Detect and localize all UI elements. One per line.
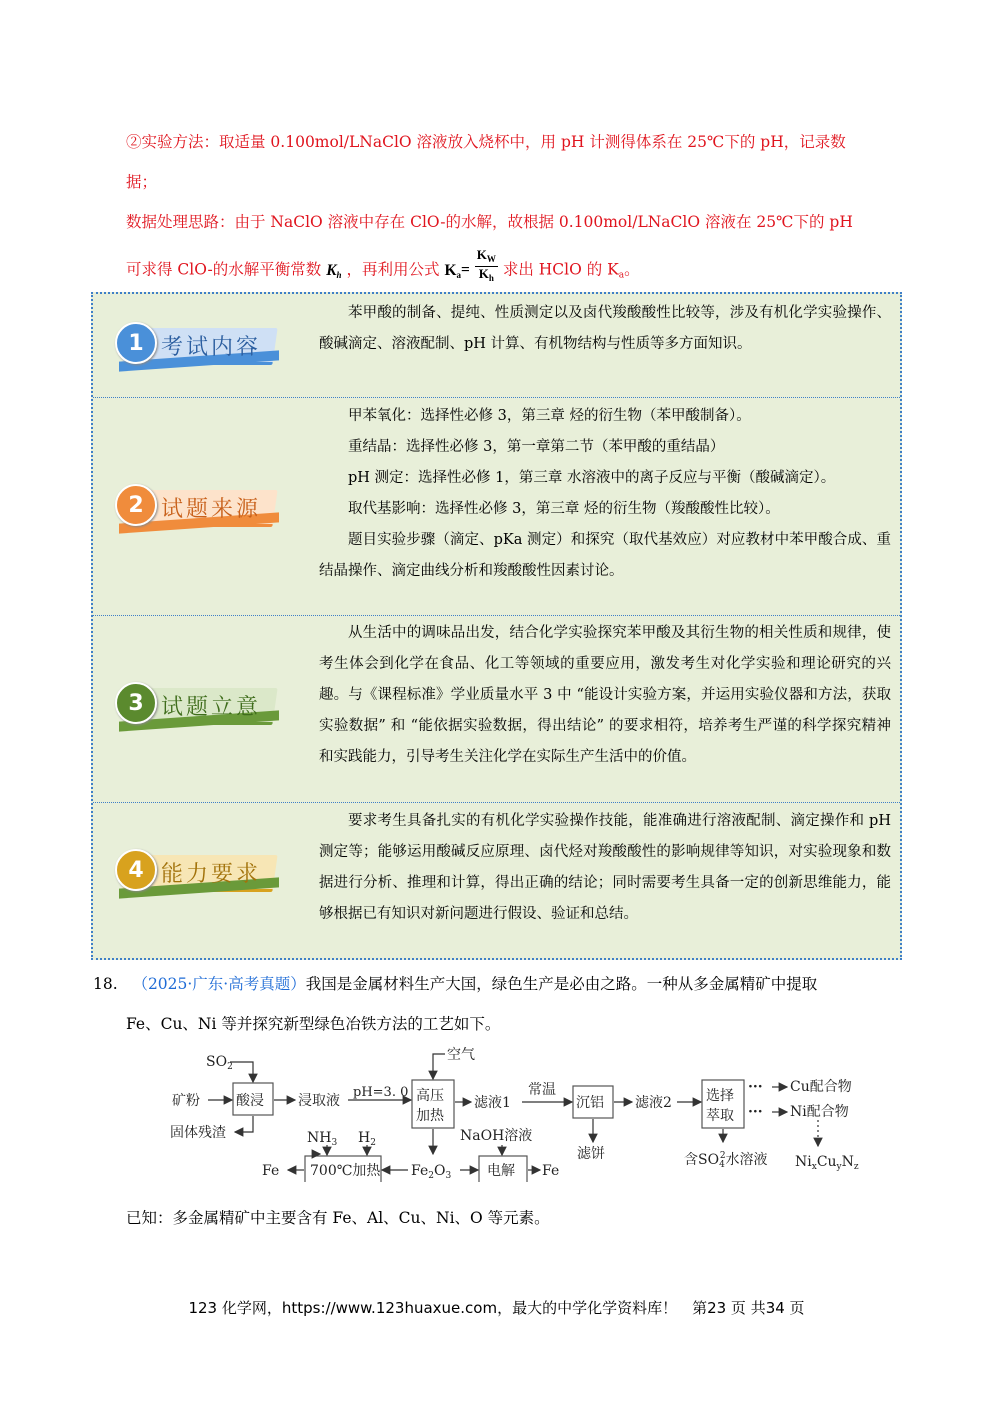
kh-symbol: $K_h$	[326, 261, 342, 280]
badge-4	[115, 849, 281, 897]
kw-over-kh-fraction: $\frac{K_W}{K_h}$	[476, 247, 496, 283]
label-leachate: 浸取液	[298, 1093, 340, 1109]
badge-3-number: 3	[115, 682, 157, 724]
badge-1	[115, 322, 281, 370]
badge-1-number: 1	[115, 322, 157, 364]
row-4-text	[319, 806, 891, 930]
question-known: 已知：多金属精矿中主要含有 Fe、Al、Cu、Ni、O 等元素。	[126, 1209, 550, 1227]
row-2-para-4: 取代基影响：选择性必修 3，第三章 烃的衍生物（羧酸酸性比较）。	[348, 501, 780, 517]
label-extraction-2: 萃取	[706, 1108, 734, 1124]
method-line-1: ②实验方法：取适量 0.100mol/LNaClO 溶液放入烧杯中，用 pH 计测得体系在 25℃下的 pH，记录数	[126, 133, 846, 151]
method-line-4	[126, 247, 640, 289]
question-source: （2025·广东·高考真题）	[132, 975, 306, 993]
label-nh3: $NH_3$	[307, 1130, 338, 1148]
badge-3	[115, 682, 281, 730]
label-700c-heat: 700℃加热	[310, 1163, 381, 1179]
label-solid-residue: 固体残渣	[170, 1125, 226, 1141]
label-h2: $H_2$	[358, 1130, 376, 1148]
label-fe-right: Fe	[542, 1163, 560, 1179]
analysis-box	[91, 292, 902, 960]
label-high-pressure-1: 高压	[416, 1088, 444, 1104]
row-2-para-1: 甲苯氧化：选择性必修 3，第三章 烃的衍生物（苯甲酸制备）。	[348, 408, 751, 424]
method-line-4c-sub: a	[618, 270, 625, 281]
ka-symbol: $K_a$	[444, 261, 462, 280]
row-2-para-2: 重结晶：选择性必修 3，第一章第二节（苯甲酸的重结晶）	[348, 439, 725, 455]
dots-ni: ···	[748, 1104, 763, 1120]
row-3-para: 从生活中的调味品出发，结合化学实验探究苯甲酸及其衍生物的相关性质和规律，使考生体会到化学在食品、化工等领域的重要应用，激发考生对化学实验和理论研究的兴趣。与《课程标准》学业质量水平 3 中 “能设计实验方案，并运用实验仪器和方法，获取实验数据” 和 “能依据实验数据，得出结论” 的要求相符，培养考生严谨的科学探究精神和实践能力，引导考生关注化学在实际生产生活中的价值。	[319, 625, 891, 765]
label-naoh: NaOH溶液	[460, 1128, 533, 1144]
label-al-precip: 沉铝	[576, 1095, 604, 1111]
label-filter-cake: 滤饼	[577, 1146, 605, 1162]
method-line-4b: ，再利用公式	[346, 260, 440, 279]
label-ph: pH=3. 0	[353, 1085, 409, 1100]
label-fe-left: Fe	[262, 1163, 280, 1179]
question-text-2: Fe、Cu、Ni 等并探究新型绿色冶铁方法的工艺如下。	[126, 1015, 501, 1033]
label-filtrate-1: 滤液1	[474, 1095, 511, 1111]
label-ni-complex: Ni配合物	[790, 1104, 849, 1120]
label-extraction-1: 选择	[706, 1088, 734, 1104]
label-room-temp: 常温	[528, 1082, 556, 1098]
badge-2-number: 2	[115, 484, 157, 526]
row-intent	[93, 616, 900, 803]
method-line-3: 数据处理思路：由于 NaClO 溶液中存在 ClO-的水解，故根据 0.100mol/LNaClO 溶液在 25℃下的 pH	[126, 213, 853, 231]
method-line-2: 据；	[126, 173, 158, 191]
dots-cu: ···	[748, 1079, 763, 1095]
page-footer: 123 化学网，https://www.123huaxue.com，最大的中学化学资料库！ 第23 页 共34 页	[188, 1299, 805, 1317]
row-3-text	[319, 618, 891, 773]
row-ability	[93, 803, 900, 958]
row-source	[93, 398, 900, 616]
label-so2: $SO_2$	[206, 1054, 233, 1072]
row-1-text	[319, 298, 891, 360]
badge-4-label: 能力要求	[161, 862, 262, 887]
row-4-para: 要求考生具备扎实的有机化学实验操作技能，能准确进行溶液配制、滴定操作和 pH 测定等；能够运用酸碱反应原理、卤代烃对羧酸酸性的影响规律等知识，对实验现象和数据进行分析、推理和计算，得出正确的结论；同时需要考生具备一定的创新思维能力，能够根据已有知识对新问题进行假设、验证和总结。	[319, 813, 891, 922]
equals-sign: =	[461, 261, 470, 279]
method-line-4a: 可求得 ClO-的水解平衡常数	[126, 260, 322, 279]
badge-2	[115, 484, 281, 532]
label-sulfate-solution: 含$SO_42$水溶液	[684, 1151, 768, 1170]
label-high-pressure-2: 加热	[416, 1108, 444, 1124]
label-filtrate-2: 滤液2	[635, 1095, 672, 1111]
row-2-para-3: pH 测定：选择性必修 1，第三章 水溶液中的离子反应与平衡（酸碱滴定）。	[348, 470, 836, 486]
row-1-para: 苯甲酸的制备、提纯、性质测定以及卤代羧酸酸性比较等，涉及有机化学实验操作、酸碱滴定、溶液配制、pH 计算、有机物结构与性质等多方面知识。	[319, 305, 891, 352]
badge-3-label: 试题立意	[161, 695, 262, 720]
row-2-text	[319, 401, 891, 587]
row-2-para-5: 题目实验步骤（滴定、pKa 测定）和探究（取代基效应）对应教材中苯甲酸合成、重结晶操作、滴定曲线分析和羧酸酸性因素讨论。	[319, 532, 891, 579]
question-18-line-1	[93, 972, 817, 994]
label-ore-powder: 矿粉	[172, 1093, 200, 1109]
label-air: 空气	[447, 1047, 475, 1063]
label-fe2o3: $Fe_2O_3$	[411, 1163, 452, 1181]
process-flow-diagram	[150, 1042, 870, 1182]
label-electrolysis: 电解	[487, 1163, 515, 1179]
label-acid-leach: 酸浸	[236, 1093, 264, 1109]
label-cu-complex: Cu配合物	[790, 1079, 852, 1095]
method-line-4c: 求出 HClO 的 K	[502, 260, 619, 279]
badge-4-number: 4	[115, 849, 157, 891]
label-nixcuynz: $Ni_xCu_yN_z$	[795, 1154, 859, 1172]
method-line-4-end: 。	[624, 260, 640, 279]
badge-2-label: 试题来源	[161, 497, 262, 522]
row-exam-content	[93, 294, 900, 398]
question-text-1: 我国是金属材料生产大国，绿色生产是必由之路。一种从多金属精矿中提取	[305, 975, 818, 993]
question-number: 18.	[93, 975, 118, 993]
badge-1-label: 考试内容	[161, 335, 262, 360]
